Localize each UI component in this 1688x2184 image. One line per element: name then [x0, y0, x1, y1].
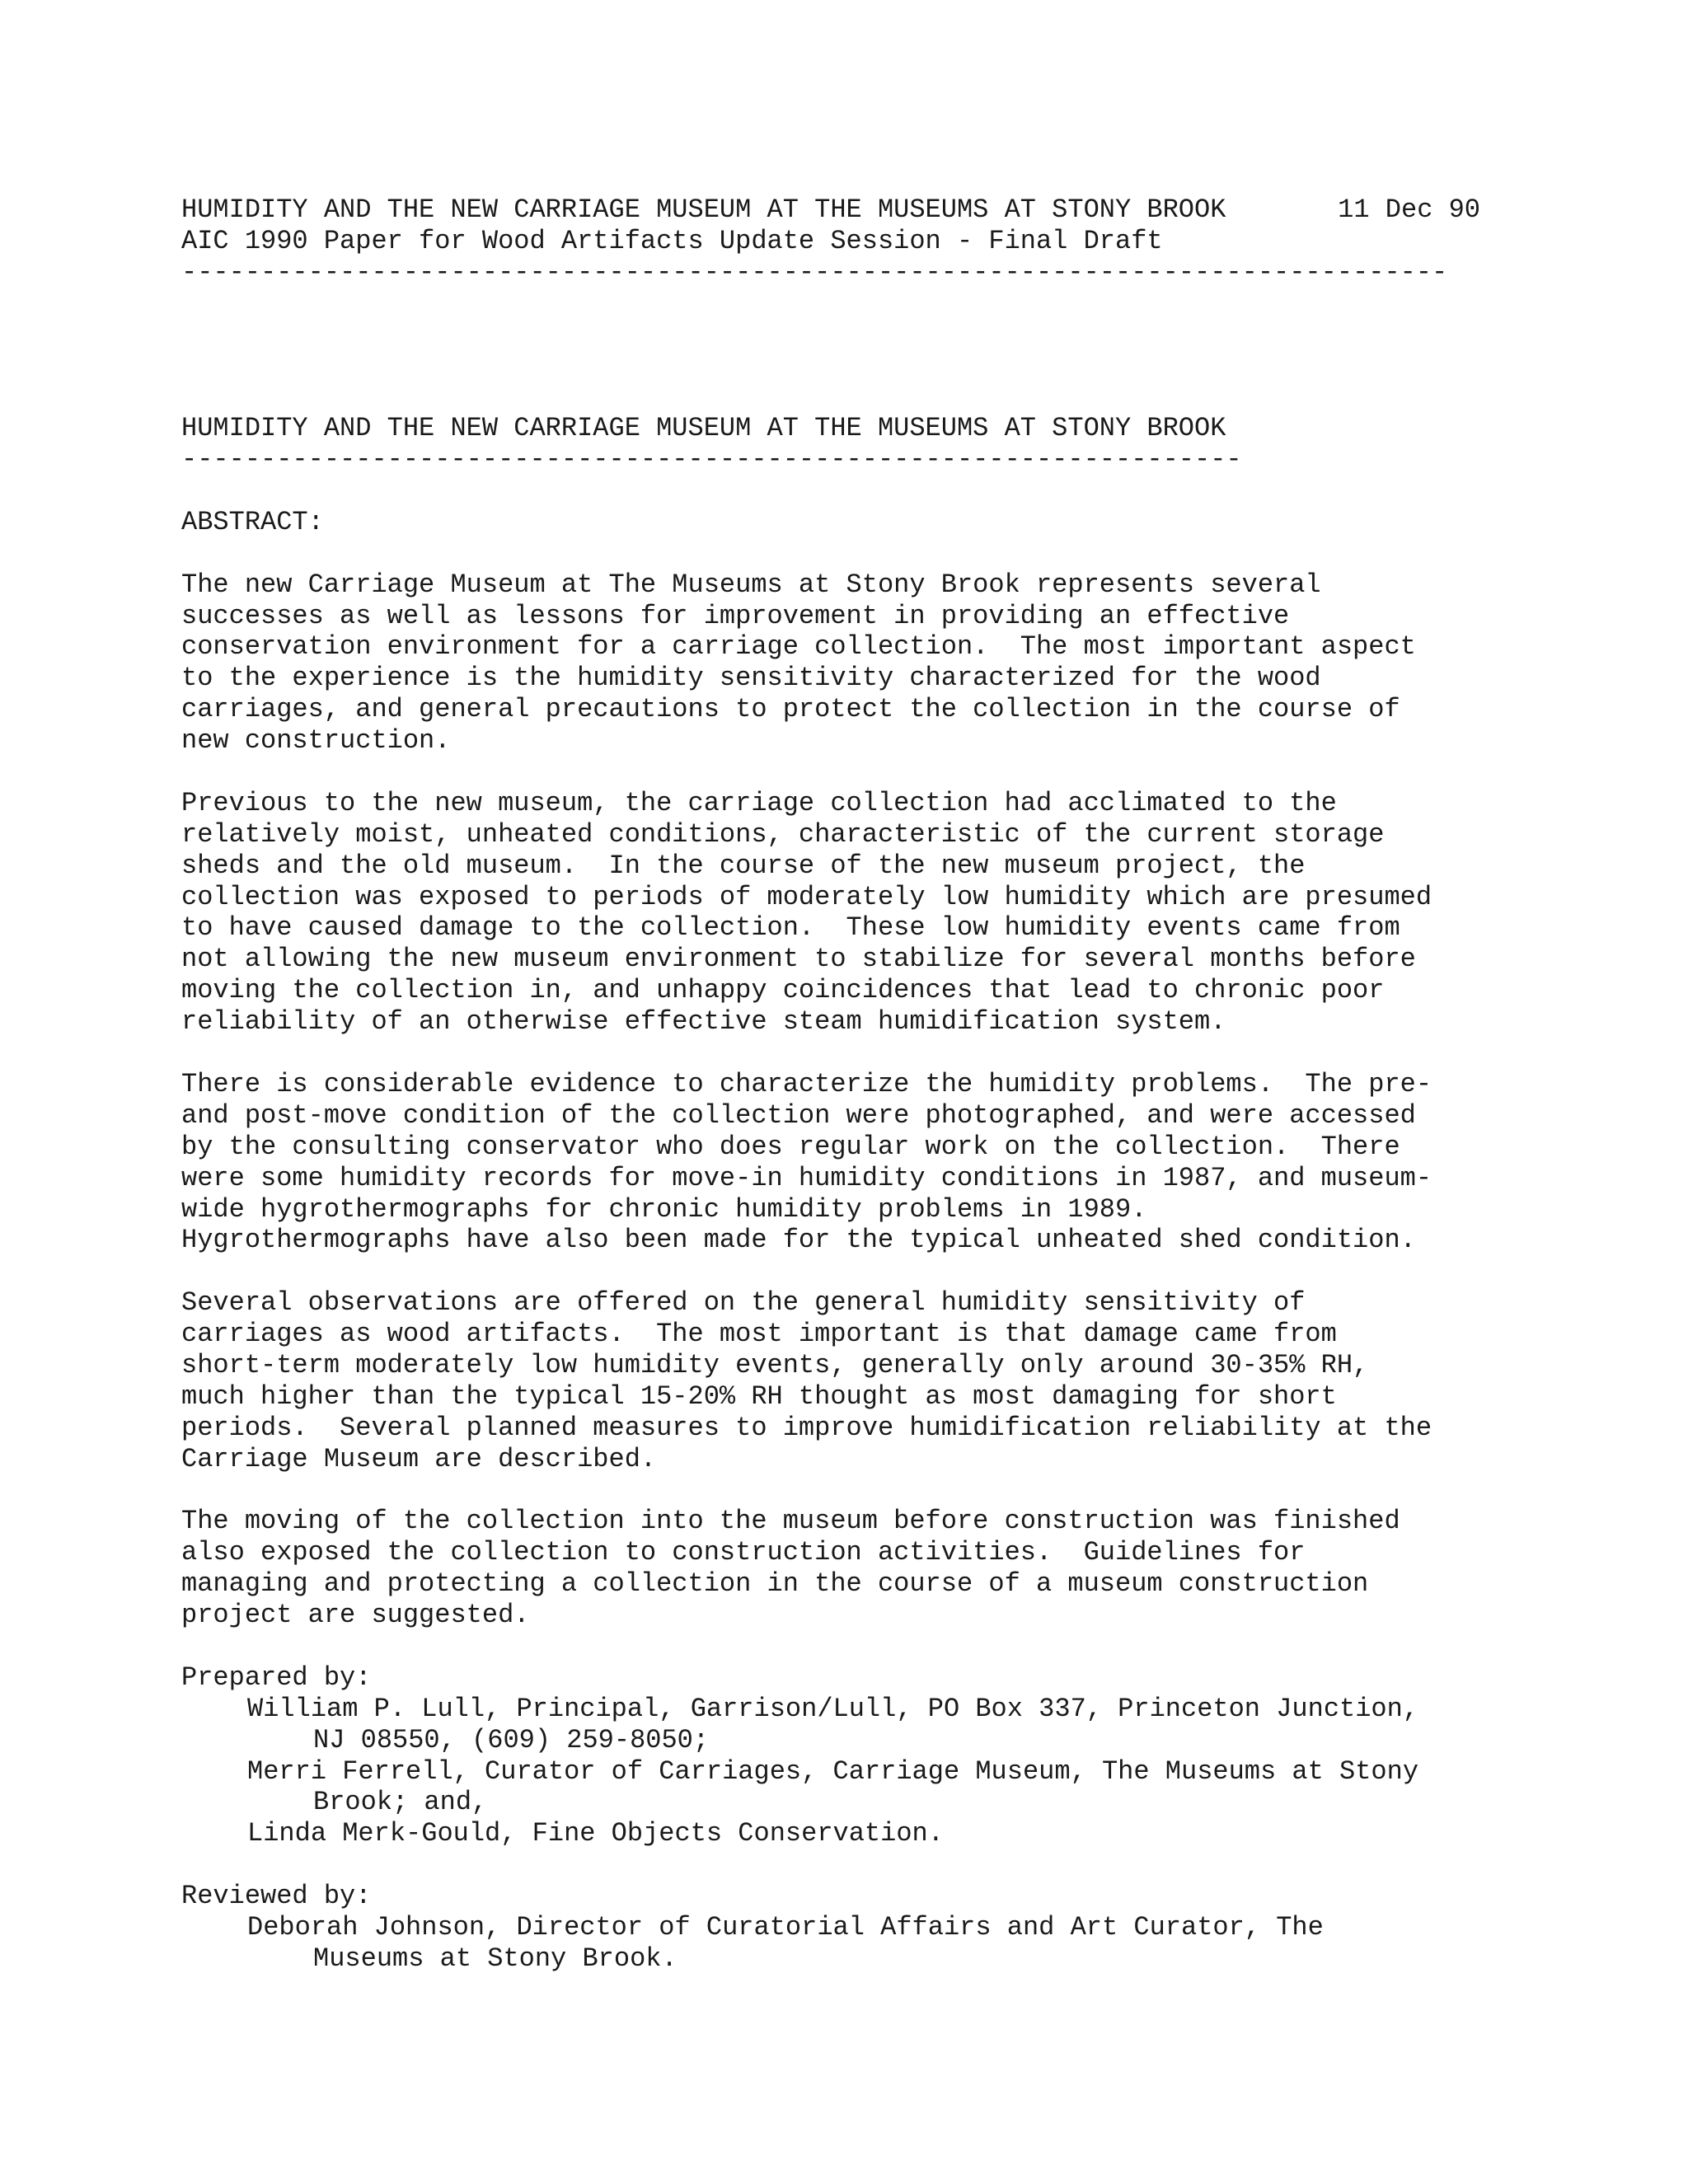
- abstract-paragraph-5: The moving of the collection into the museum before construction was finished also exposed the collection to construction activities. Guidelines for managing and protecting a collection in the course of a museum construction project are suggested.: [181, 1506, 1400, 1631]
- prepared-by-entry-continuation: NJ 08550, (609) 259-8050;: [313, 1724, 710, 1755]
- reviewed-by-heading: Reviewed by:: [181, 1881, 372, 1912]
- header-rule: --------------------------------------------------------------------------------: [181, 256, 1448, 288]
- header-title: HUMIDITY AND THE NEW CARRIAGE MUSEUM AT THE MUSEUMS AT STONY BROOK: [181, 194, 1226, 225]
- document-title: HUMIDITY AND THE NEW CARRIAGE MUSEUM AT THE MUSEUMS AT STONY BROOK: [181, 413, 1226, 444]
- prepared-by-list: [181, 1694, 1500, 1849]
- abstract-paragraph-1: The new Carriage Museum at The Museums at Stony Brook represents several successes as well as lessons for improvement in providing an effective conservation environment for a carriage collection. The most important aspect to the experience is the humidity sensitivity characterized for the wood carriages, and general precautions to protect the collection in the course of new construction.: [181, 569, 1416, 757]
- abstract-paragraph-2: Previous to the new museum, the carriage collection had acclimated to the relatively moist, unheated conditions, characteristic of the current storage sheds and the old museum. In the course of the new museum project, the collection was exposed to periods of moderately low humidity which are presumed to have caused damage to the collection. These low humidity events came from not allowing the new museum environment to stabilize for several months before moving the collection in, and unhappy coincidences that lead to chronic poor reliability of an otherwise effective steam humidification system.: [181, 787, 1432, 1038]
- document-title-rule: -------------------------------------------------------------------: [181, 444, 1242, 476]
- prepared-by-entry: Merri Ferrell, Curator of Carriages, Carriage Museum, The Museums at Stony: [247, 1755, 1419, 1787]
- prepared-by-entry: Linda Merk-Gould, Fine Objects Conservation.: [247, 1818, 944, 1849]
- running-header: [181, 194, 1480, 226]
- reviewed-by-list: [181, 1912, 1500, 1975]
- abstract-paragraph-3: There is considerable evidence to characterize the humidity problems. The pre- and post-move condition of the collection were photographed, and were accessed by the consulting conservator who does regular work on the collection. There were some humidity records for move-in humidity conditions in 1987, and museum- wide hygrothermographs for chronic humidity problems in 1989. Hygrothermographs have also been made for the typical unheated shed condition.: [181, 1068, 1432, 1256]
- reviewed-by-entry-continuation: Museums at Stony Brook.: [313, 1943, 678, 1974]
- prepared-by-entry-continuation: Brook; and,: [313, 1787, 488, 1818]
- abstract-paragraph-4: Several observations are offered on the general humidity sensitivity of carriages as wood artifacts. The most important is that damage came from short-term moderately low humidity events, generally only around 30-35% RH, much higher than the typical 15-20% RH thought as most damaging for short periods. Several planned measures to improve humidification reliability at the Carriage Museum are described.: [181, 1287, 1432, 1474]
- reviewed-by-entry: Deborah Johnson, Director of Curatorial Affairs and Art Curator, The: [247, 1911, 1324, 1943]
- prepared-by-entry: William P. Lull, Principal, Garrison/Lull, PO Box 337, Princeton Junction,: [247, 1693, 1419, 1724]
- abstract-heading: ABSTRACT:: [181, 506, 324, 537]
- header-subtitle: AIC 1990 Paper for Wood Artifacts Update Session - Final Draft: [181, 225, 1163, 256]
- prepared-by-heading: Prepared by:: [181, 1661, 372, 1693]
- header-date: 11 Dec 90: [1338, 194, 1480, 225]
- document-page: [181, 194, 1500, 1975]
